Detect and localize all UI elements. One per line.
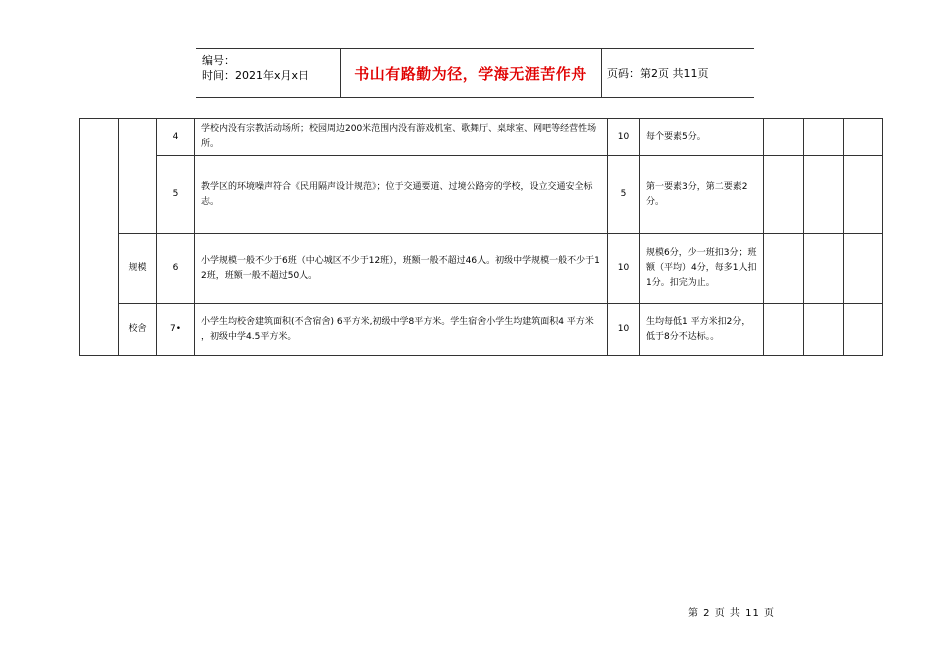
motto: 书山有路勤为径，学海无涯苦作舟: [354, 64, 587, 83]
score-cell: 5: [608, 156, 640, 234]
standard-text: 教学区的环境噪声符合《民用隔声设计规范》；位于交通要道、过境公路旁的学校，设立交通安全标志。: [195, 156, 608, 234]
category-cell: 规模: [119, 234, 157, 304]
header-page-label: 页码：第2页 共11页: [607, 67, 709, 80]
item-number: 6: [157, 234, 195, 304]
item-number: 5: [157, 156, 195, 234]
standard-text: 小学生均校舍建筑面积(不含宿舍) 6平方米,初级中学8平方米。学生宿舍小学生均建筑面积4 平方米 ，初级中学4.5平方米。: [195, 304, 608, 356]
empty-cell: [764, 304, 804, 356]
page-footer: 第 2 页 共 11 页: [688, 608, 775, 619]
empty-cell: [844, 156, 883, 234]
serial-label: 编号：: [202, 54, 235, 67]
category-cell: [119, 119, 157, 234]
standard-text: 学校内没有宗教活动场所；校园周边200米范围内没有游戏机室、歌舞厅、桌球室、网吧等经营性场所。: [195, 119, 608, 156]
header-divider: [601, 49, 602, 97]
empty-cell: [764, 156, 804, 234]
scoring-rule: 第一要素3分，第二要素2分。: [640, 156, 764, 234]
item-number: 4: [157, 119, 195, 156]
evaluation-table: [79, 118, 883, 356]
table-row: [80, 156, 883, 234]
item-number: 7•: [157, 304, 195, 356]
score-cell: 10: [608, 304, 640, 356]
table-row: [80, 234, 883, 304]
date-label: 时间：2021年x月x日: [202, 69, 310, 82]
empty-cell: [804, 234, 844, 304]
empty-cell: [804, 119, 844, 156]
table-row: [80, 119, 883, 156]
score-cell: 10: [608, 119, 640, 156]
scoring-rule: 规模6分，少一班扣3分；班额（平均）4分，每多1人扣1分。扣完为止。: [640, 234, 764, 304]
table-row: [80, 304, 883, 356]
header-meta: [202, 53, 309, 83]
category-cell: 校舍: [119, 304, 157, 356]
scoring-rule: 每个要素5分。: [640, 119, 764, 156]
scoring-rule: 生均每低1 平方米扣2分，低于8分不达标。。: [640, 304, 764, 356]
empty-cell: [844, 234, 883, 304]
empty-cell: [844, 304, 883, 356]
empty-cell: [764, 119, 804, 156]
empty-cell: [804, 304, 844, 356]
empty-cell: [764, 234, 804, 304]
score-cell: 10: [608, 234, 640, 304]
empty-cell: [844, 119, 883, 156]
empty-cell: [804, 156, 844, 234]
standard-text: 小学规模一般不少于6班（中心城区不少于12班），班额一般不超过46人。初级中学规模一般不少于12班，班额一般不超过50人。: [195, 234, 608, 304]
page-header: [196, 48, 754, 98]
outer-category-cell: [80, 119, 119, 356]
